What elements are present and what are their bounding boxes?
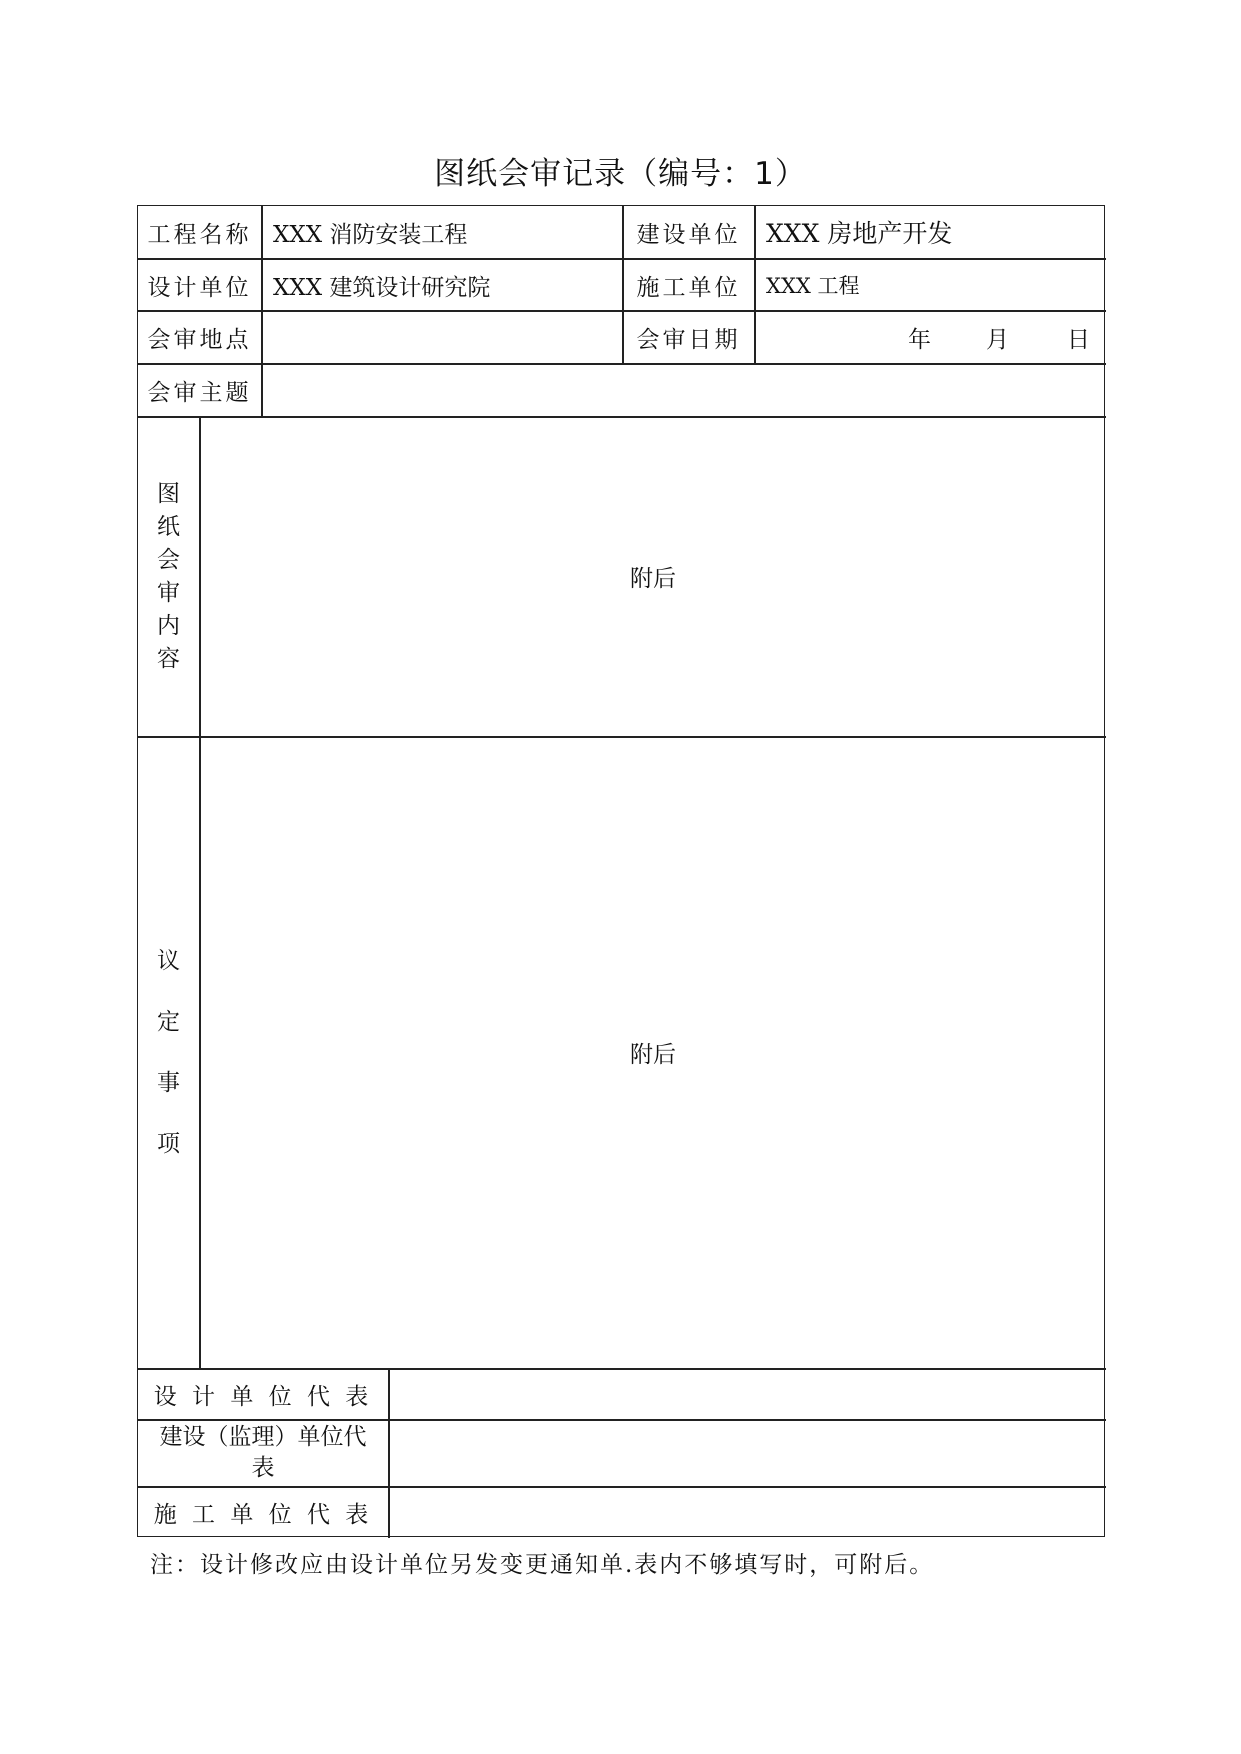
owner-rep-label-line1: 建设（监理）单位代 (159, 1424, 367, 1450)
footnote: 注：设计修改应由设计单位另发变更通知单.表内不够填写时，可附后。 (150, 1552, 935, 1578)
content-label-char: 图 (157, 480, 180, 507)
content-section-body: 附后 (630, 566, 676, 592)
decision-label-char: 事 (157, 1069, 180, 1096)
subject-value (262, 364, 1103, 416)
design-rep-signature (389, 1369, 1106, 1419)
contractor-label: 施工单位 (636, 274, 741, 301)
designer-label: 设计单位 (147, 274, 252, 301)
contractor-value: XXX 工程 (766, 274, 860, 298)
contractor-rep-label: 施 工 单 位 代 表 (153, 1501, 373, 1528)
page-title: 图纸会审记录（编号：1） (434, 156, 807, 192)
date-day: 日 (1067, 326, 1090, 353)
project-name-value: XXX 消防安装工程 (273, 221, 468, 248)
contractor-rep-signature (389, 1487, 1106, 1537)
content-section-label (138, 417, 199, 736)
date-year: 年 (908, 326, 931, 353)
owner-rep-signature (389, 1420, 1106, 1486)
owner-rep-label (138, 1420, 388, 1486)
owner-label: 建设单位 (636, 221, 741, 248)
content-label-char: 审 (157, 579, 180, 606)
date-month: 月 (986, 326, 1009, 353)
decision-section-label (138, 737, 199, 1368)
date-value (755, 311, 1090, 363)
content-label-char: 容 (157, 645, 180, 672)
content-label-char: 内 (157, 612, 180, 639)
designer-value: XXX 建筑设计研究院 (273, 274, 491, 301)
decision-label-char: 项 (157, 1130, 180, 1157)
project-name-label: 工程名称 (147, 221, 252, 248)
review-record-table (137, 205, 1105, 1537)
subject-label: 会审主题 (147, 379, 252, 406)
content-label-char: 纸 (157, 513, 180, 540)
decision-label-char: 定 (157, 1008, 180, 1035)
date-label: 会审日期 (636, 326, 741, 353)
owner-rep-label-line2: 表 (251, 1455, 275, 1481)
location-value (262, 311, 622, 363)
decision-label-char: 议 (157, 947, 180, 974)
content-label-char: 会 (157, 546, 180, 573)
decision-section-body: 附后 (630, 1042, 676, 1068)
location-label: 会审地点 (147, 326, 252, 353)
owner-value: XXX 房地产开发 (766, 219, 953, 248)
design-rep-label: 设 计 单 位 代 表 (153, 1383, 373, 1410)
